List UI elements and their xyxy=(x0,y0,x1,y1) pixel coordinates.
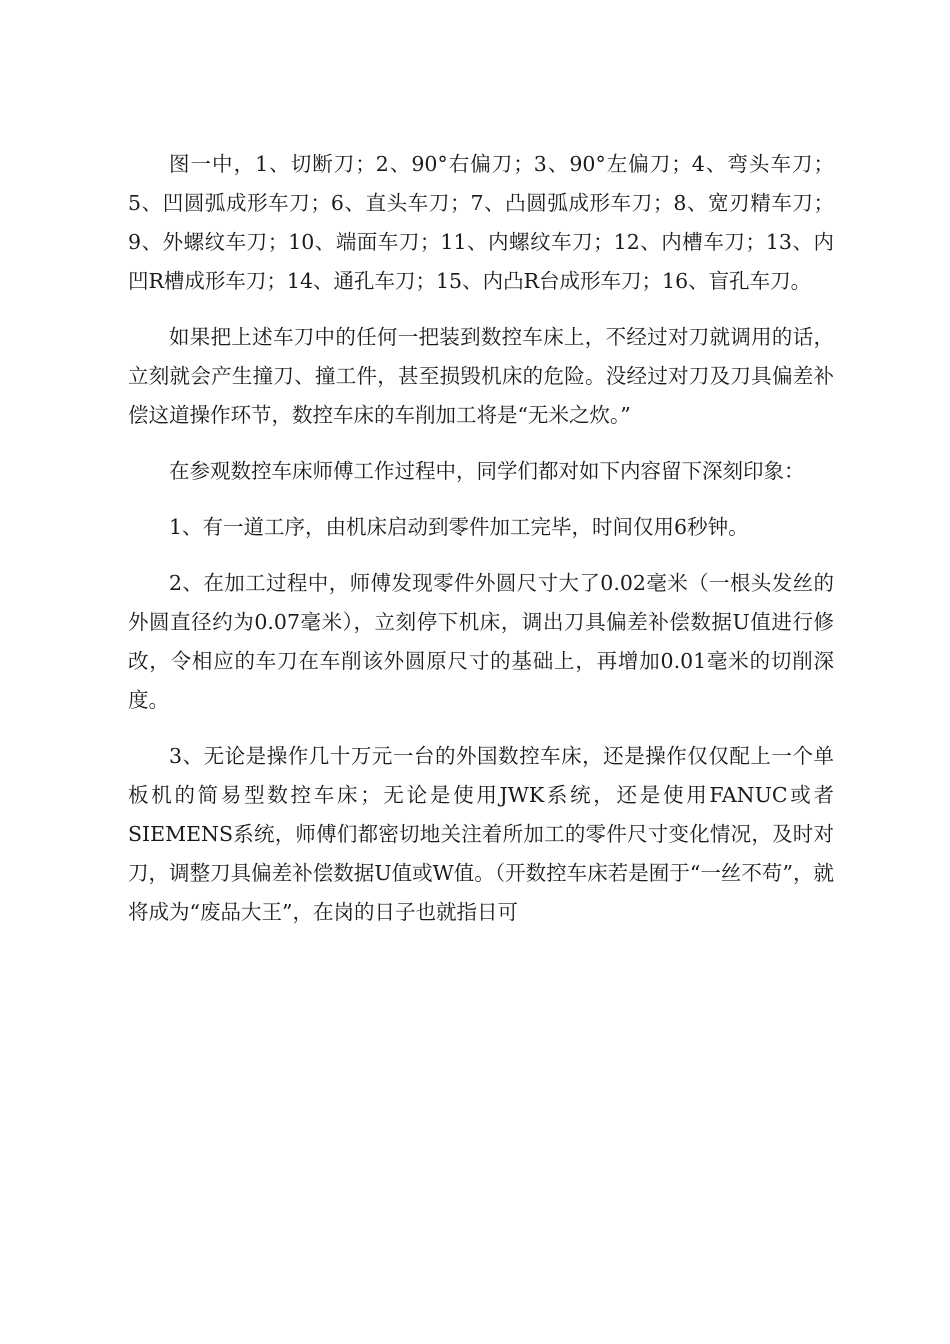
document-body xyxy=(128,145,834,949)
paragraph-item-1: 1、有一道工序，由机床启动到零件加工完毕，时间仅用6秒钟。 xyxy=(169,515,749,539)
paragraph-tool-setting-importance: 如果把上述车刀中的任何一把装到数控车床上，不经过对刀就调用的话，立刻就会产生撞刀、撞工件，甚至损毁机床的危险。没经过对刀及刀具偏差补偿这道操作环节，数控车床的车削加工将是“无米之炊。” xyxy=(128,325,834,427)
paragraph-item-2: 2、在加工过程中，师傅发现零件外圆尺寸大了0.02毫米（一根头发丝的外圆直径约为0.07毫米），立刻停下机床，调出刀具偏差补偿数据U值进行修改，令相应的车刀在车削该外圆原尺寸的基础上，再增加0.01毫米的切削深度。 xyxy=(128,571,834,712)
paragraph-item-3: 3、无论是操作几十万元一台的外国数控车床，还是操作仅仅配上一个单板机的简易型数控车床；无论是使用JWK系统，还是使用FANUC或者SIEMENS系统，师傅们都密切地关注着所加工的零件尺寸变化情况，及时对刀，调整刀具偏差补偿数据U值或W值。（开数控车床若是囿于“一丝不苟”，就将成为“废品大王”，在岗的日子也就指日可 xyxy=(128,744,834,924)
paragraph-observation-intro: 在参观数控车床师傅工作过程中，同学们都对如下内容留下深刻印象： xyxy=(169,459,805,483)
paragraph-tool-list: 图一中，1、切断刀；2、90°右偏刀；3、90°左偏刀；4、弯头车刀；5、凹圆弧成形车刀；6、直头车刀；7、凸圆弧成形车刀；8、宽刃精车刀；9、外螺纹车刀；10、端面车刀；11、内螺纹车刀；12、内槽车刀；13、内凹R槽成形车刀；14、通孔车刀；15、内凸R台成形车刀；16、盲孔车刀。 xyxy=(128,152,834,293)
